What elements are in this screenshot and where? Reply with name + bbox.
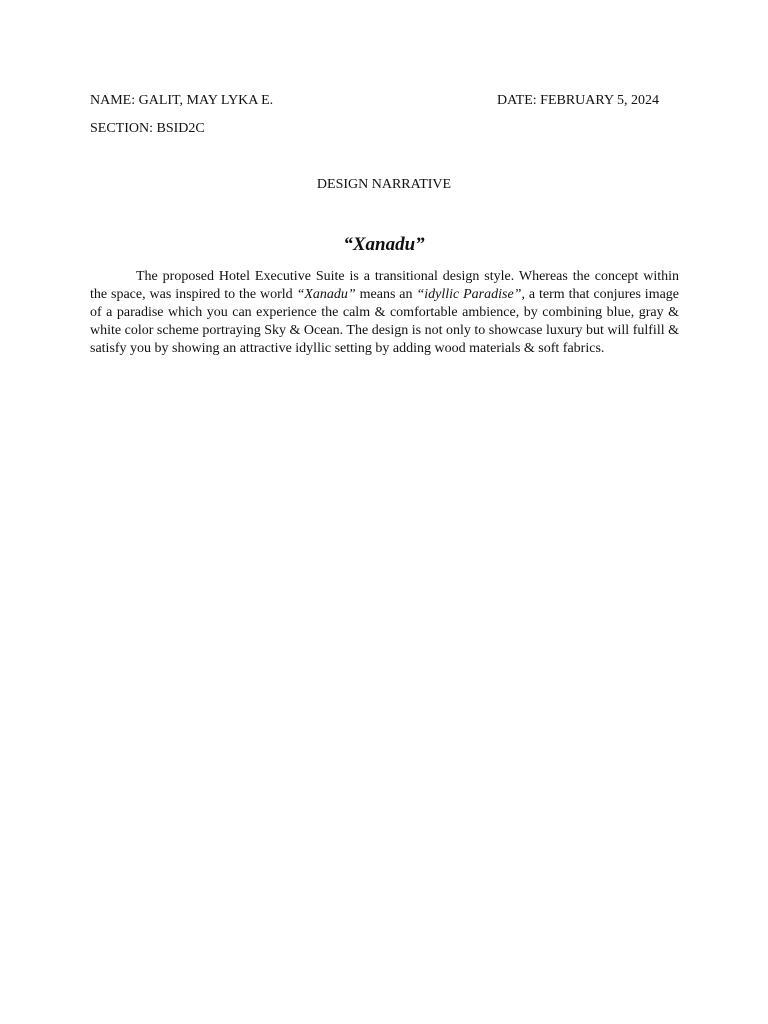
narrative-paragraph [90,268,679,358]
header-row [90,92,678,110]
student-section: SECTION: BSID2C [90,121,205,136]
document-heading: DESIGN NARRATIVE [316,177,452,192]
narrative-text-2: means an [355,287,417,302]
submission-date: DATE: FEBRUARY 5, 2024 [497,93,660,108]
narrative-text-1: The proposed Hotel Executive Suite is a transitional design style. Whereas the concept within the space, was inspired to the world [90,269,679,302]
narrative-emphasis-paradise: “idyllic Paradise” [416,287,522,302]
student-name: NAME: GALIT, MAY LYKA E. [90,93,274,108]
narrative-emphasis-xanadu: “Xanadu” [296,287,356,302]
narrative-text-3: , a term that conjures image of a paradise which you can experience the calm & comfortable ambience, by combining blue, gray & white color scheme portraying Sky & Ocean. The design is not only to showcase luxury but will fulfill & satisfy you by showing an attractive idyllic setting by adding wood materials & soft fabrics. [90,287,680,356]
document-title: “Xanadu” [343,234,425,255]
